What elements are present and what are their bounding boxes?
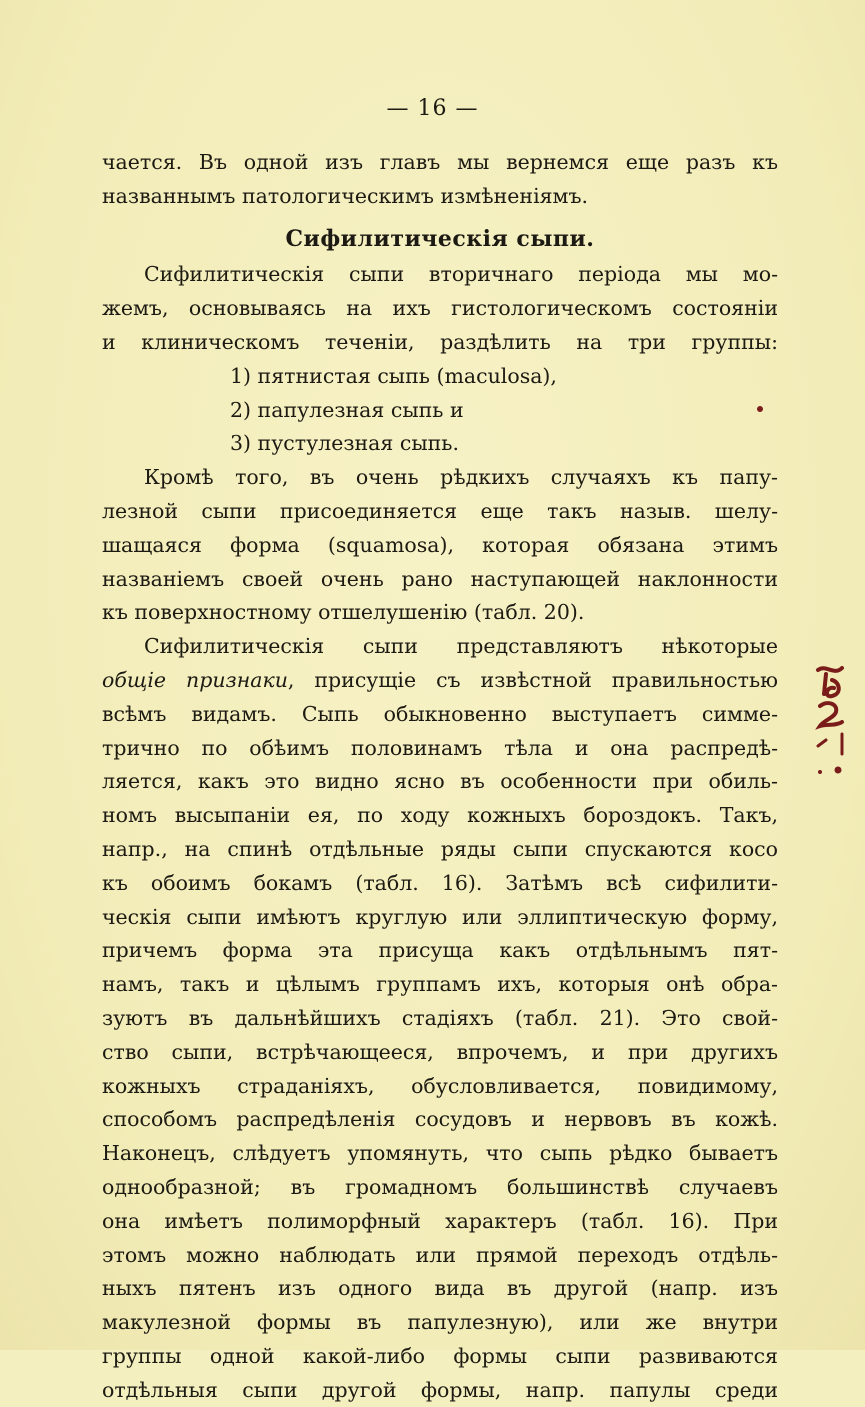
text-line: всѣмъ видамъ. Сыпь обыкновенно выступаетъ симме- [102,701,778,726]
text-line: напр., на спинѣ отдѣльные ряды сыпи спускаются косо [102,836,778,861]
text-line: однообразной; въ громадномъ большинствѣ случаевъ [102,1174,778,1199]
text-fragment: , присущіе съ извѣстной правильностью [287,667,778,692]
text-line: названіемъ своей очень рано наступающей наклонности [102,566,778,591]
text-line: этомъ можно наблюдать или прямой переходъ отдѣль- [102,1242,778,1267]
text-line: къ обоимъ бокамъ (табл. 16). Затѣмъ всѣ сифилити- [102,870,778,895]
section-heading: Сифилитическія сыпи. [285,225,595,252]
text-line: Кромѣ того, въ очень рѣдкихъ случаяхъ къ папу- [144,465,778,490]
text-line: жемъ, основываясь на ихъ гистологическомъ состояніи [102,296,778,321]
text-line: ческія сыпи имѣютъ круглую или эллиптическую форму, [102,904,778,929]
text-line: она имѣетъ полиморфный характеръ (табл. 16). При [102,1208,778,1233]
text-line: шащаяся форма (squamosa), которая обязана этимъ [102,532,778,557]
list-item: 3) пустулезная сыпь. [230,431,459,456]
text-line: причемъ форма эта присуща какъ отдѣльнымъ пят- [102,938,778,963]
text-line: Наконецъ, слѣдуетъ упомянуть, что сыпь рѣдко бываетъ [102,1141,778,1166]
ink-mark-dot [757,406,763,412]
text-line: Сифилитическія сыпи представляютъ нѣкоторые [144,634,778,659]
text-line: макулезной формы въ папулезную), или же внутри [102,1310,778,1335]
italic-phrase: общіе признаки [102,667,288,692]
text-line: лезной сыпи присоединяется еще такъ назыв. шелу- [102,498,778,523]
text-line: названнымъ патологическимъ измѣненіямъ. [102,183,589,208]
text-line: зуютъ въ дальнѣйшихъ стадіяхъ (табл. 21). Это свой- [102,1005,778,1030]
text-line: трично по обѣимъ половинамъ тѣла и она распредѣ- [102,735,778,760]
text-line: отдѣльныя сыпи другой формы, напр. папулы среди [102,1377,778,1402]
list-item: 2) папулезная сыпь и [230,397,464,422]
text-line: Сифилитическія сыпи вторичнаго періода мы мо- [144,262,778,287]
text-line: ство сыпи, встрѣчающееся, впрочемъ, и при другихъ [102,1039,778,1064]
handwritten-margin-note-icon [812,660,852,780]
page-number: — 16 — [386,96,479,121]
body-text [102,146,778,1407]
text-line: номъ высыпаніи ея, по ходу кожныхъ бороздокъ. Такъ, [102,803,778,828]
text-line: способомъ распредѣленія сосудовъ и нервовъ въ кожѣ. [102,1107,778,1132]
list-item: 1) пятнистая сыпь (maculosa), [230,363,557,388]
text-line: къ поверхностному отшелушенію (табл. 20). [102,600,585,625]
text-line: кожныхъ страданіяхъ, обусловливается, повидимому, [102,1073,778,1098]
text-line: ляется, какъ это видно ясно въ особенности при обиль- [102,769,778,794]
text-line: чается. Въ одной изъ главъ мы вернемся еще разъ къ [102,150,778,174]
text-line: группы одной какой-либо формы сыпи развиваются [102,1343,778,1368]
text-line: ныхъ пятенъ изъ одного вида въ другой (напр. изъ [102,1276,778,1301]
text-line: намъ, такъ и цѣлымъ группамъ ихъ, которыя онѣ обра- [102,972,778,997]
text-line [102,664,778,698]
text-line: и клиническомъ теченіи, раздѣлить на три группы: [102,329,778,354]
